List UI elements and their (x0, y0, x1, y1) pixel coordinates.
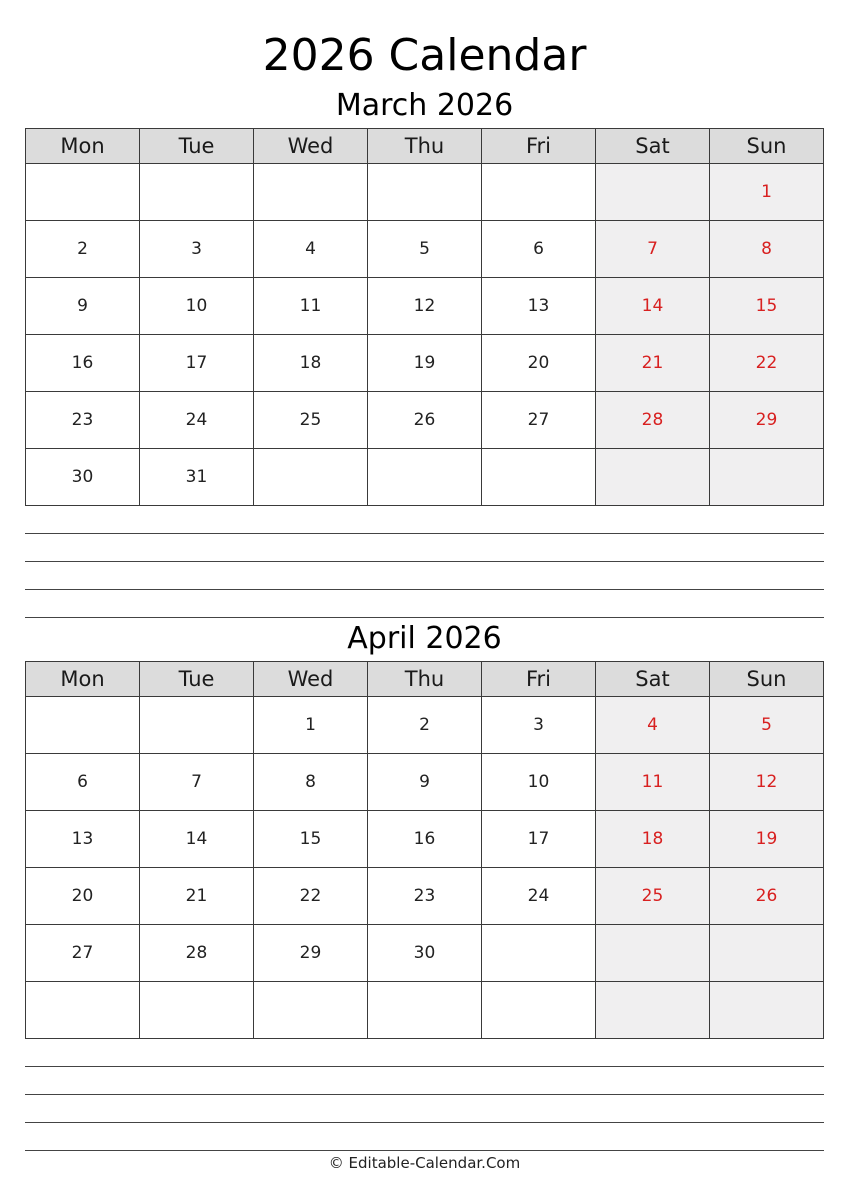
week-row (26, 335, 824, 392)
day-cell: 29 (254, 925, 368, 982)
day-cell: 1 (254, 697, 368, 754)
empty-day-cell (26, 164, 140, 221)
day-cell: 18 (254, 335, 368, 392)
day-cell: 7 (140, 754, 254, 811)
day-cell: 27 (482, 392, 596, 449)
day-cell: 15 (710, 278, 824, 335)
day-cell: 23 (368, 868, 482, 925)
day-cell: 24 (482, 868, 596, 925)
day-cell: 16 (26, 335, 140, 392)
weekday-header-fri: Fri (482, 129, 596, 164)
weekday-header-tue: Tue (140, 129, 254, 164)
week-row (26, 925, 824, 982)
empty-day-cell (368, 449, 482, 506)
note-line (25, 561, 824, 562)
week-row (26, 221, 824, 278)
day-cell: 3 (140, 221, 254, 278)
day-cell: 25 (596, 868, 710, 925)
day-cell: 21 (596, 335, 710, 392)
weekday-header-row (26, 662, 824, 697)
day-cell: 6 (26, 754, 140, 811)
day-cell: 4 (254, 221, 368, 278)
weekday-header-wed: Wed (254, 129, 368, 164)
day-cell: 24 (140, 392, 254, 449)
note-line (25, 533, 824, 534)
week-row (26, 449, 824, 506)
weekday-header-mon: Mon (26, 662, 140, 697)
empty-day-cell (368, 164, 482, 221)
day-cell: 23 (26, 392, 140, 449)
weekday-header-sat: Sat (596, 129, 710, 164)
day-cell: 8 (254, 754, 368, 811)
empty-day-cell (710, 982, 824, 1039)
day-cell: 19 (710, 811, 824, 868)
day-cell: 5 (368, 221, 482, 278)
week-row (26, 868, 824, 925)
weekday-header-sat: Sat (596, 662, 710, 697)
day-cell: 30 (368, 925, 482, 982)
empty-day-cell (596, 164, 710, 221)
weekday-header-thu: Thu (368, 129, 482, 164)
note-line (25, 1150, 824, 1151)
day-cell: 15 (254, 811, 368, 868)
day-cell: 19 (368, 335, 482, 392)
note-line (25, 1066, 824, 1067)
day-cell: 11 (254, 278, 368, 335)
day-cell: 31 (140, 449, 254, 506)
empty-day-cell (254, 449, 368, 506)
day-cell: 17 (482, 811, 596, 868)
day-cell: 4 (596, 697, 710, 754)
empty-day-cell (596, 925, 710, 982)
weekday-header-sun: Sun (710, 662, 824, 697)
empty-day-cell (482, 982, 596, 1039)
footer-credit: © Editable-Calendar.Com (328, 1154, 521, 1172)
empty-day-cell (140, 982, 254, 1039)
weekday-header-wed: Wed (254, 662, 368, 697)
day-cell: 21 (140, 868, 254, 925)
day-cell: 16 (368, 811, 482, 868)
empty-day-cell (710, 449, 824, 506)
day-cell: 2 (26, 221, 140, 278)
day-cell: 20 (482, 335, 596, 392)
note-line (25, 589, 824, 590)
empty-day-cell (482, 164, 596, 221)
empty-day-cell (26, 982, 140, 1039)
weekday-header-thu: Thu (368, 662, 482, 697)
day-cell: 29 (710, 392, 824, 449)
day-cell: 12 (368, 278, 482, 335)
week-row (26, 754, 824, 811)
empty-day-cell (596, 449, 710, 506)
day-cell: 20 (26, 868, 140, 925)
day-cell: 2 (368, 697, 482, 754)
day-cell: 14 (140, 811, 254, 868)
empty-day-cell (254, 164, 368, 221)
day-cell: 30 (26, 449, 140, 506)
day-cell: 3 (482, 697, 596, 754)
day-cell: 6 (482, 221, 596, 278)
month-title-march: March 2026 (335, 88, 514, 123)
week-row (26, 982, 824, 1039)
empty-day-cell (710, 925, 824, 982)
day-cell: 27 (26, 925, 140, 982)
page-title: 2026 Calendar (262, 30, 587, 81)
weekday-header-tue: Tue (140, 662, 254, 697)
day-cell: 8 (710, 221, 824, 278)
day-cell: 28 (596, 392, 710, 449)
day-cell: 9 (26, 278, 140, 335)
day-cell: 26 (368, 392, 482, 449)
weekday-header-fri: Fri (482, 662, 596, 697)
day-cell: 18 (596, 811, 710, 868)
day-cell: 14 (596, 278, 710, 335)
calendar-grid-march (25, 128, 824, 506)
day-cell: 22 (710, 335, 824, 392)
day-cell: 13 (482, 278, 596, 335)
day-cell: 11 (596, 754, 710, 811)
empty-day-cell (26, 697, 140, 754)
day-cell: 26 (710, 868, 824, 925)
day-cell: 28 (140, 925, 254, 982)
day-cell: 10 (482, 754, 596, 811)
week-row (26, 164, 824, 221)
week-row (26, 697, 824, 754)
day-cell: 25 (254, 392, 368, 449)
day-cell: 5 (710, 697, 824, 754)
week-row (26, 392, 824, 449)
calendar-grid-april (25, 661, 824, 1039)
day-cell: 7 (596, 221, 710, 278)
empty-day-cell (482, 925, 596, 982)
day-cell: 1 (710, 164, 824, 221)
empty-day-cell (596, 982, 710, 1039)
empty-day-cell (140, 164, 254, 221)
weekday-header-row (26, 129, 824, 164)
note-line (25, 1094, 824, 1095)
day-cell: 13 (26, 811, 140, 868)
day-cell: 22 (254, 868, 368, 925)
day-cell: 12 (710, 754, 824, 811)
empty-day-cell (482, 449, 596, 506)
month-title-april: April 2026 (347, 621, 502, 656)
day-cell: 10 (140, 278, 254, 335)
week-row (26, 811, 824, 868)
day-cell: 9 (368, 754, 482, 811)
note-line (25, 1122, 824, 1123)
day-cell: 17 (140, 335, 254, 392)
note-line (25, 617, 824, 618)
week-row (26, 278, 824, 335)
empty-day-cell (254, 982, 368, 1039)
weekday-header-mon: Mon (26, 129, 140, 164)
empty-day-cell (140, 697, 254, 754)
weekday-header-sun: Sun (710, 129, 824, 164)
empty-day-cell (368, 982, 482, 1039)
